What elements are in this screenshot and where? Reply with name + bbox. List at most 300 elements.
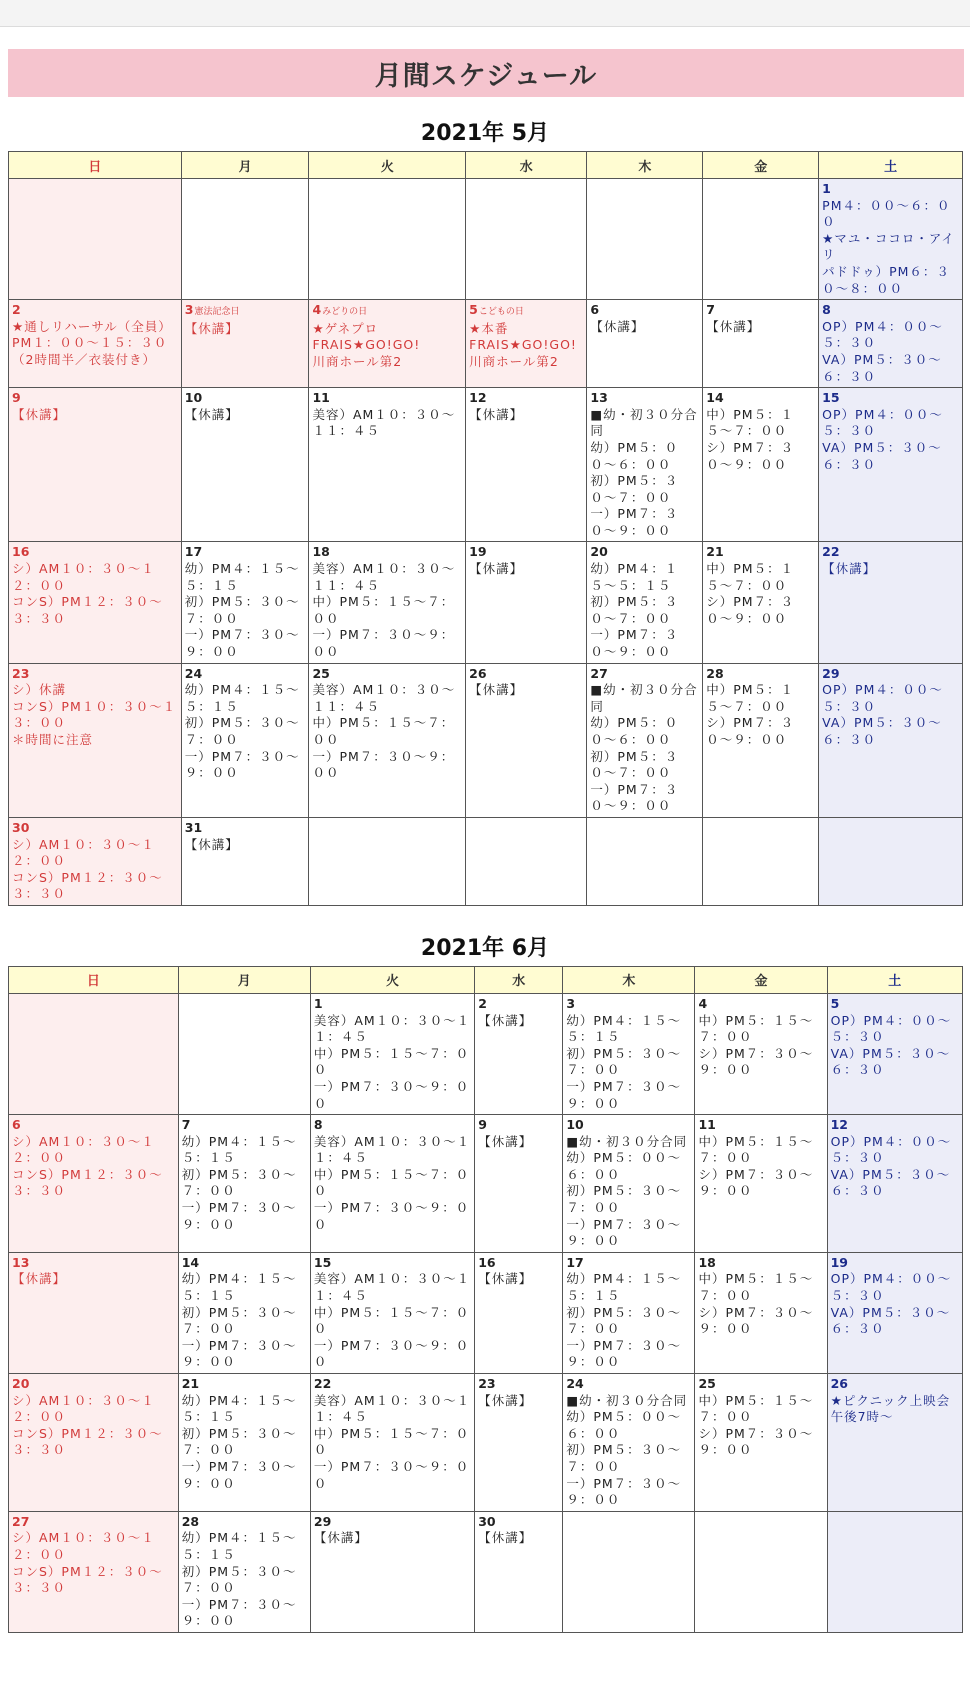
day-cell — [475, 1252, 563, 1373]
day-number-value: 31 — [184, 819, 203, 835]
day-cell — [819, 300, 963, 388]
day-cell — [9, 817, 182, 905]
day-number — [822, 390, 959, 407]
schedule-line: シ）AM１０：３０〜１２：００ — [12, 1392, 155, 1425]
day-number-value: 5 — [830, 995, 840, 1011]
empty-day-cell — [309, 179, 466, 300]
day-number — [822, 302, 959, 319]
weekday-header: 土 — [827, 966, 962, 993]
day-number — [822, 666, 959, 683]
schedule-line: OP）PM４：００〜５：３０ — [830, 1271, 952, 1304]
day-number-value: 26 — [469, 665, 487, 681]
day-number — [698, 1117, 823, 1134]
day-number — [478, 996, 559, 1013]
day-number-value: 30 — [478, 1513, 496, 1529]
day-number-value: 30 — [12, 819, 30, 835]
day-number — [831, 1255, 959, 1272]
day-number — [590, 390, 699, 407]
schedule-line: 中）PM５：１５〜７：００ — [698, 1012, 814, 1045]
schedule-line: 幼）PM４：１５〜５：１５ — [181, 1133, 297, 1166]
schedule-line: シ）AM１０：３０〜１２：００ — [12, 561, 155, 593]
week-row — [9, 1252, 963, 1373]
day-number — [314, 1376, 471, 1393]
day-number-value: 7 — [706, 302, 715, 318]
day-number — [312, 666, 462, 683]
day-number-value: 14 — [181, 1254, 200, 1270]
schedule-line: 【休講】 — [469, 682, 524, 698]
day-cell — [819, 388, 963, 542]
schedule-line: 【休講】 — [478, 1392, 533, 1408]
schedule-line: 幼）PM４：１５〜５：１５ — [590, 561, 679, 593]
schedule-line: 幼）PM５：００〜６：００ — [590, 439, 679, 472]
day-cell — [9, 300, 182, 388]
schedule-line: 中）PM５：１５〜７：００ — [698, 1392, 814, 1425]
day-number-value: 17 — [184, 544, 203, 560]
day-cell — [587, 300, 703, 388]
schedule-line: 中）PM５：１５〜７：００ — [312, 594, 455, 626]
day-cell — [181, 817, 309, 905]
schedule-line: 初）PM５：３０〜７：００ — [181, 1425, 297, 1458]
schedule-line: 美容）AM１０：３０〜１１：４５ — [312, 561, 456, 593]
weekday-header: 月 — [181, 152, 309, 179]
day-number-value: 17 — [566, 1254, 584, 1270]
day-number-value: 23 — [478, 1376, 496, 1391]
day-number — [831, 1117, 959, 1134]
calendar-may — [8, 151, 963, 906]
day-number — [566, 1117, 691, 1134]
schedule-line: OP）PM４：００〜５：３０ — [822, 682, 943, 714]
schedule-line: 幼）PM４：１５〜５：１５ — [566, 1271, 682, 1304]
schedule-line: ■幼・初３０分合同 — [590, 682, 698, 714]
day-number-value: 22 — [822, 544, 840, 560]
day-number-value: 15 — [822, 390, 840, 406]
day-cell — [587, 388, 703, 542]
schedule-line: 【休講】 — [469, 561, 524, 577]
day-cell — [703, 388, 819, 542]
schedule-line: 中）PM５：１５〜７：００ — [313, 1425, 470, 1458]
day-number-value: 24 — [184, 665, 203, 681]
schedule-line: シ）AM１０：３０〜１２：００ — [12, 1133, 155, 1166]
day-cell — [695, 993, 827, 1114]
day-cell — [819, 663, 963, 817]
day-number-value: 3 — [566, 995, 576, 1011]
weekday-header: 火 — [309, 152, 466, 179]
holiday-name: 憲法記念日 — [194, 307, 240, 318]
day-number-value: 3 — [184, 302, 194, 318]
day-number — [566, 1255, 691, 1272]
day-number-value: 14 — [706, 390, 724, 406]
day-cell — [9, 542, 182, 663]
day-cell — [9, 1252, 179, 1373]
day-number-value: 18 — [312, 544, 330, 560]
week-row — [9, 542, 963, 663]
schedule-line: シ）AM１０：３０〜１２：００ — [12, 1530, 155, 1562]
day-cell — [563, 1115, 695, 1253]
day-cell — [9, 663, 182, 817]
empty-day-cell — [466, 817, 587, 905]
schedule-line: 幼）PM４：１５〜５：１５ — [181, 1271, 297, 1304]
day-number — [12, 1255, 175, 1272]
schedule-line: 初）PM５：３０〜７：００ — [566, 1442, 682, 1474]
day-number-value: 21 — [706, 544, 724, 560]
day-number — [478, 1255, 559, 1272]
day-number-value: 2 — [478, 995, 487, 1011]
browser-top-bar — [0, 0, 970, 27]
day-number — [469, 666, 583, 683]
empty-day-cell — [587, 179, 703, 300]
day-number — [698, 1255, 823, 1272]
schedule-line: 初）PM５：３０〜７：００ — [590, 748, 679, 781]
schedule-line: 【休講】 — [706, 318, 761, 334]
day-number — [478, 1376, 559, 1393]
schedule-line: 美容）AM１０：３０〜１１：４５ — [313, 1392, 471, 1425]
schedule-line: 【休講】 — [478, 1530, 533, 1546]
week-row — [9, 1374, 963, 1512]
day-number-value: 25 — [312, 665, 330, 681]
day-cell — [178, 1374, 310, 1512]
schedule-line: 幼）PM４：１５〜５：１５ — [181, 1392, 297, 1425]
schedule-line: 一）PM７：３０〜９：００ — [312, 627, 455, 660]
day-number-value: 5 — [469, 302, 478, 318]
schedule-line: 一）PM７：３０〜９：００ — [566, 1078, 682, 1111]
weekday-header: 木 — [563, 966, 695, 993]
schedule-line: 幼）PM４：１５〜５：１５ — [566, 1012, 682, 1045]
day-number — [478, 1514, 559, 1531]
day-number-value: 21 — [181, 1376, 200, 1391]
schedule-line: コンS）PM１２：３０〜３：３０ — [12, 1563, 163, 1596]
day-number-value: 9 — [12, 390, 21, 406]
schedule-line: 幼）PM４：１５〜５：１５ — [184, 561, 300, 593]
day-cell — [310, 1252, 474, 1373]
schedule-line: 初）PM５：３０〜７：００ — [181, 1563, 297, 1596]
day-cell — [827, 1252, 962, 1373]
day-cell — [309, 663, 466, 817]
schedule-line: 初）PM５：３０〜７：００ — [590, 594, 679, 626]
empty-day-cell — [819, 817, 963, 905]
day-number-value: 15 — [313, 1254, 332, 1270]
day-number-value: 8 — [822, 302, 831, 318]
day-number — [590, 544, 699, 561]
holiday-name: こどもの日 — [478, 307, 524, 318]
day-number-value: 23 — [12, 665, 30, 681]
schedule-line: 初）PM５：３０〜７：００ — [566, 1183, 682, 1216]
day-number — [182, 1255, 307, 1272]
day-number — [182, 1117, 307, 1134]
weekday-header-row — [9, 966, 963, 993]
day-number — [706, 666, 815, 683]
day-number — [706, 390, 815, 407]
schedule-line: コンS）PM１２：３０〜３：３０ — [12, 1166, 163, 1199]
schedule-line: 【休講】 — [590, 318, 645, 334]
schedule-line: 中）PM５：１５〜７：００ — [313, 1166, 470, 1199]
day-number — [590, 666, 699, 683]
day-number-value: 2 — [12, 302, 21, 318]
schedule-line: 初）PM５：３０〜７：００ — [181, 1304, 297, 1337]
weekday-header: 金 — [695, 966, 827, 993]
schedule-line: FRAIS★GO!GO! — [312, 337, 421, 353]
schedule-line: 【休講】 — [184, 320, 239, 336]
day-cell — [310, 1374, 474, 1512]
empty-day-cell — [178, 993, 310, 1114]
day-cell — [181, 542, 309, 663]
day-number-value: 10 — [184, 390, 203, 406]
day-number — [706, 544, 815, 561]
weekday-header: 水 — [475, 966, 563, 993]
schedule-line: 【休講】 — [469, 406, 524, 422]
schedule-line: 幼）PM５：００〜６：００ — [566, 1409, 682, 1441]
schedule-line: パドドゥ）PM６：３０〜８：００ — [822, 263, 950, 296]
day-number-value: 9 — [478, 1117, 487, 1133]
schedule-line: シ）PM７：３０〜９：００ — [706, 715, 795, 747]
schedule-line: 川商ホール第2 — [469, 353, 559, 369]
schedule-line: ★ピクニック上映会 — [830, 1392, 951, 1408]
day-cell — [181, 300, 309, 388]
day-number-value: 20 — [590, 544, 608, 560]
day-number — [185, 390, 306, 407]
day-number — [314, 1514, 471, 1531]
day-number — [566, 1376, 691, 1393]
schedule-line: シ）PM７：３０〜９：００ — [698, 1425, 814, 1458]
day-cell — [695, 1374, 827, 1512]
day-number-value: 13 — [12, 1254, 30, 1270]
day-number — [312, 390, 462, 407]
day-cell — [475, 1374, 563, 1512]
day-number — [831, 1376, 959, 1393]
schedule-line: 美容）AM１０：３０〜１１：４５ — [313, 1133, 471, 1166]
weekday-header: 火 — [310, 966, 474, 993]
schedule-line: シ）PM７：３０〜９：００ — [706, 594, 795, 626]
day-cell — [819, 542, 963, 663]
day-number — [469, 390, 583, 407]
schedule-line: 一）PM７：３０〜９：００ — [313, 1078, 470, 1111]
day-number — [12, 544, 178, 561]
day-number — [469, 302, 583, 321]
day-number — [185, 302, 306, 321]
day-cell — [309, 542, 466, 663]
day-cell — [310, 1511, 474, 1632]
schedule-line: 一）PM７：３０〜９：００ — [181, 1458, 297, 1491]
day-number — [12, 1376, 175, 1393]
schedule-line: 中）PM５：１５〜７：００ — [706, 561, 795, 593]
schedule-line: VA）PM５：３０〜６：３０ — [830, 1304, 951, 1337]
calendar-june — [8, 966, 963, 1633]
day-number — [12, 302, 178, 319]
schedule-line: 一）PM７：３０〜９：００ — [313, 1458, 470, 1491]
day-number — [314, 1117, 471, 1134]
schedule-line: 一）PM７：３０〜９：００ — [313, 1337, 470, 1370]
schedule-line: ■幼・初３０分合同 — [566, 1133, 688, 1149]
day-number-value: 19 — [469, 544, 487, 560]
schedule-line: 幼）PM５：００〜６：００ — [590, 715, 679, 747]
schedule-line: 一）PM７：３０〜９：００ — [184, 748, 300, 781]
day-cell — [563, 993, 695, 1114]
schedule-line: OP）PM４：００〜５：３０ — [822, 406, 943, 439]
day-number — [185, 544, 306, 561]
schedule-line: 幼）PM４：１５〜５：１５ — [184, 682, 300, 714]
schedule-line: 【休講】 — [184, 836, 239, 852]
day-number-value: 12 — [830, 1117, 849, 1133]
day-number — [590, 302, 699, 319]
schedule-line: 一）PM７：３０〜９：００ — [312, 748, 455, 781]
day-number-value: 1 — [822, 181, 831, 196]
schedule-line: VA）PM５：３０〜６：３０ — [822, 715, 942, 747]
day-number-value: 4 — [698, 995, 708, 1011]
schedule-line: 川商ホール第2 — [312, 353, 403, 369]
day-number-value: 27 — [12, 1513, 30, 1529]
day-cell — [466, 663, 587, 817]
day-number — [698, 1376, 823, 1393]
day-number-value: 7 — [181, 1117, 191, 1133]
day-number — [314, 1255, 471, 1272]
schedule-line: 一）PM７：３０〜９：００ — [181, 1337, 297, 1370]
day-number-value: 25 — [698, 1376, 716, 1391]
empty-day-cell — [9, 179, 182, 300]
day-cell — [309, 300, 466, 388]
schedule-line: ★通しリハーサル（全員） — [12, 318, 172, 334]
schedule-line: シ）PM７：３０〜９：００ — [698, 1045, 814, 1078]
day-cell — [703, 300, 819, 388]
day-cell — [9, 1374, 179, 1512]
schedule-line: 初）PM５：３０〜７：００ — [184, 594, 300, 626]
day-cell — [9, 1511, 179, 1632]
empty-day-cell — [309, 817, 466, 905]
week-row — [9, 179, 963, 300]
empty-day-cell — [587, 817, 703, 905]
day-cell — [819, 179, 963, 300]
empty-day-cell — [703, 817, 819, 905]
day-cell — [587, 663, 703, 817]
schedule-line: OP）PM４：００〜５：３０ — [822, 318, 943, 351]
schedule-line: 美容）AM１０：３０〜１１：４５ — [313, 1271, 471, 1304]
day-number — [12, 1514, 175, 1531]
schedule-line: 【休講】 — [478, 1133, 533, 1149]
schedule-line: ★ゲネプロ — [312, 320, 379, 336]
day-cell — [695, 1252, 827, 1373]
day-number-value: 8 — [313, 1117, 323, 1133]
day-number — [185, 666, 306, 683]
day-number — [822, 181, 959, 198]
day-number-value: 1 — [313, 995, 323, 1011]
schedule-line: ＊時間に注意 — [12, 732, 94, 747]
schedule-line: シ）PM７：３０〜９：００ — [706, 439, 795, 472]
schedule-line: OP）PM４：００〜５：３０ — [830, 1133, 952, 1166]
schedule-line: 一）PM７：３０〜９：００ — [181, 1596, 297, 1629]
schedule-line: 一）PM７：３０〜９：００ — [566, 1475, 682, 1508]
day-number-value: 11 — [312, 390, 330, 406]
day-number — [478, 1117, 559, 1134]
day-cell — [475, 1511, 563, 1632]
schedule-line: コンS）PM１２：３０〜３：３０ — [12, 594, 163, 626]
day-number-value: 18 — [698, 1254, 716, 1270]
empty-day-cell — [466, 179, 587, 300]
weekday-header-row — [9, 152, 963, 179]
schedule-line: 美容）AM１０：３０〜１１：４５ — [312, 406, 456, 439]
holiday-name: みどりの日 — [322, 307, 368, 318]
schedule-line: 初）PM５：３０〜７：００ — [566, 1045, 682, 1078]
day-number-value: 16 — [478, 1254, 496, 1270]
day-number-value: 29 — [822, 665, 840, 681]
schedule-line: 中）PM５：１５〜７：００ — [312, 715, 455, 747]
empty-day-cell — [563, 1511, 695, 1632]
day-number-value: 4 — [312, 302, 322, 318]
day-number — [12, 820, 178, 837]
weekday-header: 日 — [9, 152, 182, 179]
day-cell — [309, 388, 466, 542]
day-cell — [563, 1374, 695, 1512]
day-cell — [703, 663, 819, 817]
empty-day-cell — [181, 179, 309, 300]
empty-day-cell — [695, 1511, 827, 1632]
schedule-line: 【休講】 — [822, 561, 877, 577]
weekday-header: 月 — [178, 966, 310, 993]
schedule-line: 【休講】 — [313, 1530, 368, 1546]
schedule-line: ■幼・初３０分合同 — [566, 1392, 688, 1408]
day-number — [312, 544, 462, 561]
day-cell — [475, 1115, 563, 1253]
month-title-may: 2021年 5月 — [420, 121, 550, 146]
week-row — [9, 1511, 963, 1632]
day-number-value: 20 — [12, 1376, 30, 1391]
schedule-line: 一）PM７：３０〜９：００ — [590, 506, 679, 538]
day-cell — [181, 388, 309, 542]
schedule-line: 【休講】 — [184, 406, 239, 422]
day-number-value: 26 — [830, 1376, 849, 1391]
schedule-line: 美容）AM１０：３０〜１１：４５ — [312, 682, 456, 714]
day-cell — [827, 993, 962, 1114]
schedule-line: VA）PM５：３０〜６：３０ — [822, 351, 942, 384]
day-number — [822, 544, 959, 561]
day-cell — [310, 1115, 474, 1253]
schedule-line: 中）PM５：１５〜７：００ — [698, 1133, 814, 1166]
weekday-header: 日 — [9, 966, 179, 993]
day-cell — [178, 1511, 310, 1632]
schedule-line: シ）PM７：３０〜９：００ — [698, 1166, 814, 1199]
week-row — [9, 663, 963, 817]
weekday-header: 木 — [587, 152, 703, 179]
day-cell — [310, 993, 474, 1114]
weekday-header: 土 — [819, 152, 963, 179]
day-cell — [9, 1115, 179, 1253]
schedule-line: PM４：００〜６：００ — [822, 197, 951, 230]
weekday-header: 金 — [703, 152, 819, 179]
schedule-line: VA）PM５：３０〜６：３０ — [822, 439, 942, 472]
schedule-line: 中）PM５：１５〜７：００ — [698, 1271, 814, 1304]
week-row — [9, 817, 963, 905]
day-cell — [827, 1115, 962, 1253]
schedule-line: 中）PM５：１５〜７：００ — [706, 406, 795, 439]
day-cell — [466, 542, 587, 663]
schedule-line: 一）PM７：３０〜９：００ — [313, 1200, 470, 1232]
schedule-line: 中）PM５：１５〜７：００ — [313, 1304, 470, 1337]
schedule-line: 中）PM５：１５〜７：００ — [706, 682, 795, 714]
day-number-value: 6 — [590, 302, 600, 318]
schedule-line: 【休講】 — [478, 1012, 533, 1028]
schedule-line: OP）PM４：００〜５：３０ — [830, 1012, 952, 1045]
schedule-line: 一）PM７：３０〜９：００ — [184, 627, 300, 660]
day-number — [469, 544, 583, 561]
day-cell — [703, 542, 819, 663]
schedule-line: 初）PM５：３０〜７：００ — [181, 1166, 297, 1199]
day-cell — [466, 388, 587, 542]
schedule-line: FRAIS★GO!GO! — [469, 337, 577, 353]
schedule-line: シ）PM７：３０〜９：００ — [698, 1304, 814, 1337]
day-number — [566, 996, 691, 1013]
schedule-line: 【休講】 — [12, 406, 67, 422]
schedule-line: 一）PM７：３０〜９：００ — [181, 1200, 297, 1232]
day-number-value: 22 — [313, 1376, 332, 1391]
schedule-line: 一）PM７：３０〜９：００ — [590, 781, 679, 814]
schedule-line: ★本番 — [469, 320, 509, 336]
